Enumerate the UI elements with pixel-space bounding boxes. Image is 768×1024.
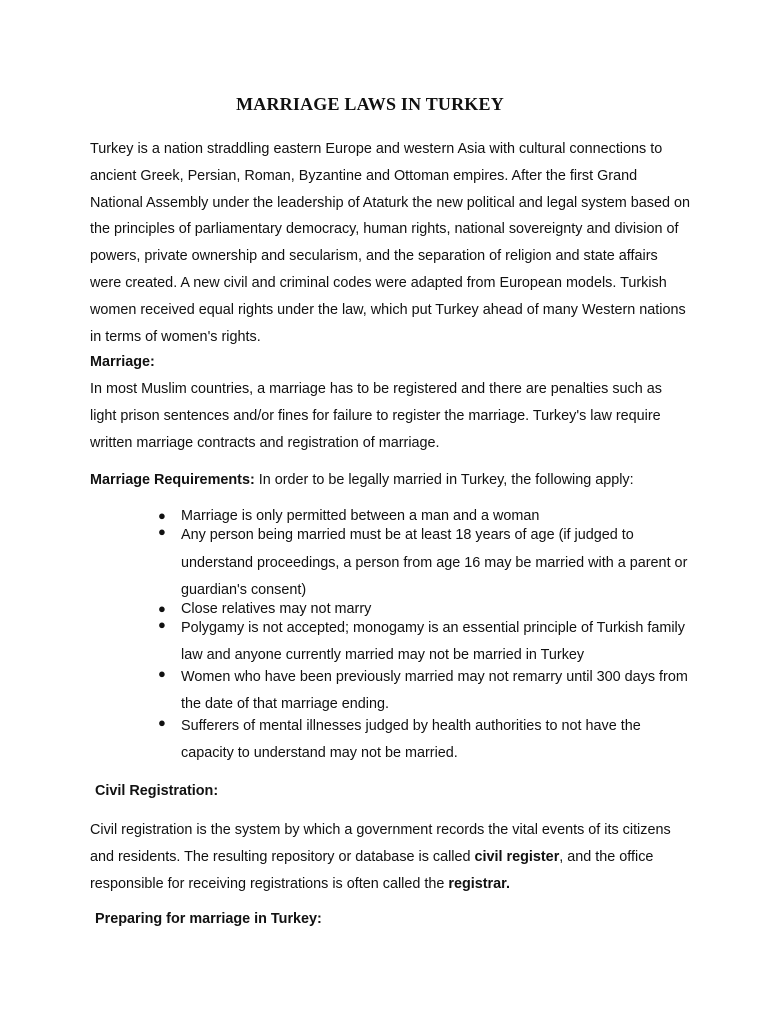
bullet-icon: ●	[158, 665, 166, 681]
list-item-text: Women who have been previously married may not remarry until 300 days from the date of that marriage ending.	[181, 668, 688, 712]
list-item-text: Polygamy is not accepted; monogamy is an essential principle of Turkish family law and anyone currently married may not be married in Turkey	[181, 619, 685, 663]
bullet-icon: ●	[158, 524, 166, 539]
requirements-intro	[90, 468, 710, 492]
list-item	[0, 713, 691, 768]
requirements-text: In order to be legally married in Turkey, the following apply:	[254, 472, 634, 488]
civil-text-part-2: , and the office responsible for receiving registrations is often called the	[90, 848, 654, 892]
page-title: MARRIAGE LAWS IN TURKEY	[236, 94, 504, 114]
requirements-list	[0, 506, 720, 768]
bullet-icon: ●	[158, 508, 166, 523]
list-item	[0, 664, 691, 719]
intro-paragraph: Turkey is a nation straddling eastern Europe and western Asia with cultural connections to ancient Greek, Persian, Roman, Byzantine and Ottoman empires. After the first Grand National Assembly under the leadership of Ataturk the new political and legal system based on the principles of parliamentary democracy, human rights, national sovereignty and division of powers, private ownership and secularism, and the separation of religion and state affairs were created. A new civil and criminal codes were adapted from European models. Turkish women received equal rights under the law, which put Turkey ahead of many Western nations in terms of women's rights.	[90, 141, 690, 345]
bullet-icon: ●	[158, 616, 166, 632]
list-item-text: Marriage is only permitted between a man and a woman	[181, 508, 540, 524]
civil-registration-heading: Civil Registration:	[95, 783, 219, 799]
list-item	[0, 615, 691, 670]
list-item-text: Any person being married must be at least 18 years of age (if judged to understand proceedings, a person from age 16 may be married with a parent or guardian's consent)	[181, 527, 688, 598]
bullet-icon: ●	[158, 714, 166, 730]
requirements-label: Marriage Requirements:	[90, 472, 255, 488]
bullet-icon: ●	[158, 600, 166, 616]
list-item	[0, 522, 691, 605]
preparing-heading: Preparing for marriage in Turkey:	[95, 911, 322, 927]
list-item-text: Sufferers of mental illnesses judged by health authorities to not have the capacity to understand may not be married.	[181, 717, 641, 761]
civil-registration-paragraph	[90, 817, 690, 897]
civil-text-part-1: Civil registration is the system by which a government records the vital events of its citizens and residents. The resulting repository or database is called	[90, 822, 671, 865]
list-item-text: Close relatives may not marry	[181, 600, 372, 617]
registrar-term: registrar.	[448, 875, 510, 892]
civil-register-term: civil register	[474, 848, 560, 865]
marriage-paragraph: In most Muslim countries, a marriage has to be registered and there are penalties such as light prison sentences and/or fines for failure to register the marriage. Turkey's law require written marriage contracts and registration of marriage.	[90, 381, 662, 451]
marriage-heading: Marriage:	[90, 354, 155, 370]
